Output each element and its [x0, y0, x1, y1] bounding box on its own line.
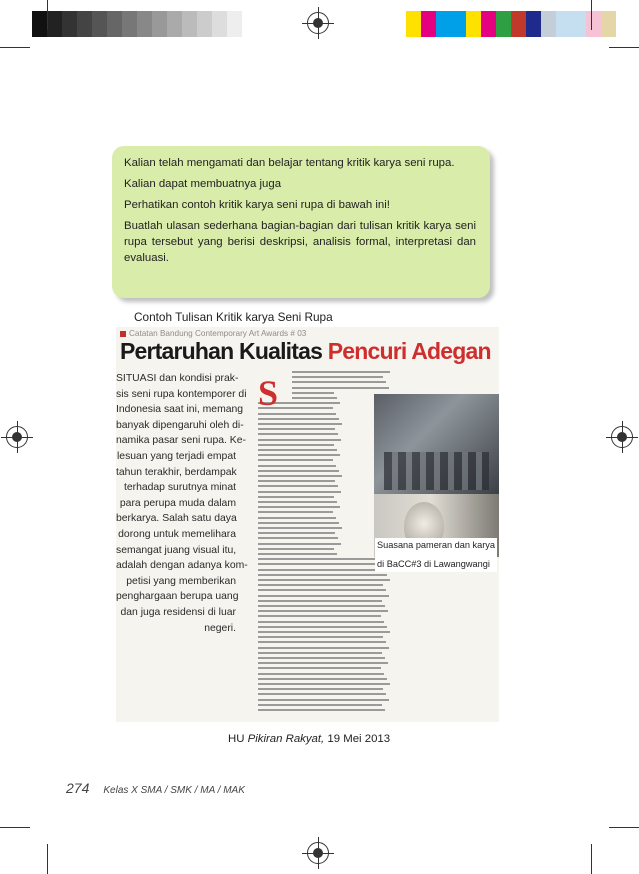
color-swatch	[62, 11, 77, 37]
color-swatch	[47, 11, 62, 37]
body-text-line	[292, 387, 389, 389]
print-color-bar-color	[406, 11, 616, 37]
red-square-icon	[120, 331, 126, 337]
instruction-box	[112, 146, 490, 298]
body-text-line	[258, 475, 342, 477]
body-text-line	[258, 589, 386, 591]
newspaper-clipping	[116, 327, 499, 722]
body-text-line	[258, 688, 383, 690]
body-text-line	[258, 641, 386, 643]
color-swatch	[92, 11, 107, 37]
body-text-line	[258, 574, 387, 576]
registration-mark-bottom	[307, 842, 329, 864]
body-text-line	[258, 709, 385, 711]
body-text-line	[258, 449, 337, 451]
body-text-line	[258, 563, 381, 565]
body-text-line	[258, 522, 339, 524]
color-swatch	[197, 11, 212, 37]
body-text-line	[258, 418, 339, 420]
body-text-line	[292, 371, 390, 373]
body-text-line	[292, 397, 337, 399]
print-color-bar-gray	[32, 11, 257, 37]
body-text-line	[292, 381, 386, 383]
photo-caption-line: di BaCC#3 di Lawangwangi	[377, 559, 490, 569]
body-text-line	[258, 506, 340, 508]
body-text-line	[258, 667, 381, 669]
lead-line: semangat juang visual itu,	[116, 544, 237, 556]
clipping-headline	[120, 338, 491, 365]
body-text-line	[258, 423, 342, 425]
lead-line: negeri.	[204, 622, 236, 634]
article-body-text	[258, 371, 390, 721]
headline-red: Pencuri Adegan	[327, 338, 491, 364]
color-swatch	[451, 11, 466, 37]
body-text-line	[258, 662, 388, 664]
page-number: 274	[66, 780, 90, 796]
lead-line: berkarya. Salah satu daya	[116, 513, 237, 525]
body-text-line	[258, 657, 385, 659]
body-text-line	[258, 532, 335, 534]
body-text-line	[258, 491, 341, 493]
lead-line: dorong untuk memelihara	[118, 528, 236, 540]
dropcap: S	[258, 373, 279, 413]
lead-line: terhadap surutnya minat	[123, 482, 236, 494]
body-text-line	[258, 543, 341, 545]
body-text-line	[258, 485, 338, 487]
lead-line: dan juga residensi di luar	[120, 606, 236, 618]
lead-line: SITUASI dan kondisi prak-	[116, 373, 239, 384]
body-text-line	[258, 527, 342, 529]
color-swatch	[466, 11, 481, 37]
lead-line: banyak dipengaruhi oleh di-	[116, 419, 244, 431]
photo-caption	[375, 538, 497, 572]
lead-line: adalah dengan adanya kom-	[116, 560, 248, 572]
body-text-line	[292, 392, 334, 394]
body-text-line	[258, 558, 388, 560]
body-text-line	[258, 465, 336, 467]
body-text-line	[258, 631, 390, 633]
body-text-line	[258, 652, 382, 654]
color-swatch	[526, 11, 541, 37]
body-text-line	[258, 673, 384, 675]
color-swatch	[227, 11, 242, 37]
body-text-line	[258, 595, 389, 597]
crop-mark	[0, 47, 30, 48]
body-text-line	[258, 579, 390, 581]
crop-mark	[47, 844, 48, 874]
lead-line: sis seni rupa kontemporer di	[116, 388, 247, 400]
registration-mark-left	[6, 426, 28, 448]
body-text-line	[258, 511, 333, 513]
color-swatch	[406, 11, 421, 37]
color-swatch	[496, 11, 511, 37]
color-swatch	[167, 11, 182, 37]
lead-line: namika pasar seni rupa. Ke-	[116, 435, 246, 447]
crop-mark	[0, 827, 30, 828]
headline-black: Pertaruhan Kualitas	[120, 338, 323, 364]
color-swatch	[77, 11, 92, 37]
book-title: Kelas X SMA / SMK / MA / MAK	[103, 785, 245, 796]
body-text-line	[258, 699, 389, 701]
color-swatch	[212, 11, 227, 37]
color-swatch	[137, 11, 152, 37]
body-text-line	[258, 621, 384, 623]
color-swatch	[541, 11, 556, 37]
lead-line: petisi yang memberikan	[126, 575, 236, 587]
photo-caption-line: Suasana pameran dan karya	[377, 540, 495, 550]
clipping-kicker	[120, 329, 306, 338]
clipping-lead	[116, 371, 248, 636]
instruction-paragraph: Buatlah ulasan sederhana bagian-bagian dari tulisan kritik karya seni rupa tersebut yang berisi deskripsi, analisis formal, interpretasi dan evaluasi.	[124, 220, 476, 264]
body-text-line	[258, 584, 383, 586]
color-swatch	[571, 11, 586, 37]
body-text-line	[258, 600, 382, 602]
body-text-line	[258, 693, 386, 695]
source-publication: Pikiran Rakyat,	[247, 733, 325, 745]
instruction-paragraph: Kalian telah mengamati dan belajar tentang kritik karya seni rupa.	[124, 157, 455, 169]
body-text-line	[258, 704, 382, 706]
lead-line: penghargaan berupa uang	[116, 591, 239, 603]
body-text-line	[258, 683, 390, 685]
exhibition-photo	[374, 394, 499, 494]
crop-mark	[609, 47, 639, 48]
body-text-line	[258, 517, 336, 519]
body-text-line	[258, 615, 381, 617]
color-swatch	[436, 11, 451, 37]
example-title: Contoh Tulisan Kritik karya Seni Rupa	[134, 310, 333, 324]
body-text-line	[258, 501, 337, 503]
body-text-line	[258, 480, 335, 482]
color-swatch	[421, 11, 436, 37]
instruction-paragraph: Perhatikan contoh kritik karya seni rupa di bawah ini!	[124, 199, 390, 211]
body-text-line	[258, 459, 333, 461]
source-prefix: HU	[228, 733, 248, 745]
color-swatch	[122, 11, 137, 37]
body-text-line	[258, 569, 384, 571]
crop-mark	[591, 844, 592, 874]
body-text-line	[258, 636, 383, 638]
body-text-line	[258, 433, 338, 435]
color-swatch	[511, 11, 526, 37]
color-swatch	[481, 11, 496, 37]
registration-mark-right	[611, 426, 633, 448]
color-swatch	[242, 11, 257, 37]
body-text-line	[258, 647, 389, 649]
body-text-line	[292, 376, 383, 378]
color-swatch	[586, 11, 601, 37]
lead-line: Indonesia saat ini, memang	[116, 404, 244, 416]
body-text-line	[258, 444, 334, 446]
crop-mark	[609, 827, 639, 828]
body-text-line	[258, 428, 335, 430]
source-date: 19 Mei 2013	[324, 733, 391, 745]
body-text-line	[258, 610, 388, 612]
body-text-line	[258, 470, 339, 472]
instruction-paragraph: Kalian dapat membuatnya juga	[124, 178, 282, 190]
body-text-line	[258, 548, 334, 550]
crop-mark	[47, 0, 48, 30]
color-swatch	[182, 11, 197, 37]
lead-line: tahun terakhir, berdampak	[116, 466, 237, 478]
color-swatch	[107, 11, 122, 37]
body-text-line	[258, 553, 337, 555]
body-text-line	[258, 454, 340, 456]
body-text-line	[258, 605, 385, 607]
lead-line: lesuan yang terjadi empat	[117, 450, 236, 462]
source-credit	[228, 733, 390, 745]
page-footer	[66, 780, 245, 796]
color-swatch	[601, 11, 616, 37]
body-text-line	[258, 439, 341, 441]
crop-mark	[591, 0, 592, 30]
body-text-line	[258, 537, 338, 539]
registration-mark-top	[307, 12, 329, 34]
clipping-kicker-text: Catatan Bandung Contemporary Art Awards # 03	[129, 329, 307, 338]
color-swatch	[32, 11, 47, 37]
color-swatch	[556, 11, 571, 37]
body-text-line	[258, 496, 334, 498]
color-swatch	[152, 11, 167, 37]
body-text-line	[258, 626, 387, 628]
body-text-line	[258, 678, 387, 680]
lead-line: para perupa muda dalam	[119, 497, 236, 509]
